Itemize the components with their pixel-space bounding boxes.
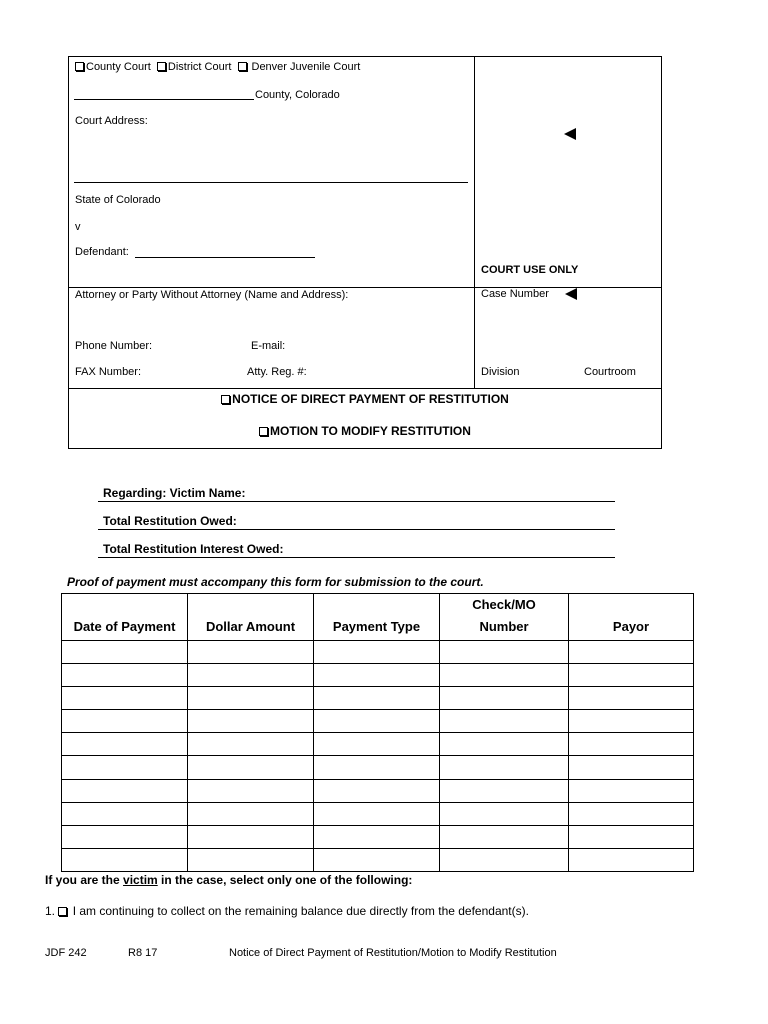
header-check-mo <box>440 594 569 641</box>
defendant-field[interactable] <box>135 257 315 258</box>
table-cell[interactable] <box>314 779 440 802</box>
attorney-label: Attorney or Party Without Attorney (Name and Address): <box>75 289 349 301</box>
court-use-only-label: COURT USE ONLY <box>481 264 579 276</box>
table-cell[interactable] <box>569 710 694 733</box>
payment-table-header <box>62 594 694 641</box>
denver-juvenile-court-checkbox[interactable] <box>238 62 247 71</box>
header-check-line1: Check/MO <box>472 597 536 612</box>
versus-label: v <box>75 221 81 233</box>
table-cell[interactable] <box>62 687 188 710</box>
victim-suffix: in the case, select only one of the following: <box>157 873 413 887</box>
header-amount: Dollar Amount <box>188 594 314 641</box>
table-cell[interactable] <box>314 710 440 733</box>
table-cell[interactable] <box>188 687 314 710</box>
caption-vertical-divider <box>474 56 475 388</box>
table-cell[interactable] <box>569 802 694 825</box>
motion-title-option <box>68 424 662 438</box>
case-number-label: Case Number <box>481 288 549 300</box>
case-caption <box>68 56 662 449</box>
table-row <box>62 687 694 710</box>
table-cell[interactable] <box>188 848 314 871</box>
table-cell[interactable] <box>314 664 440 687</box>
table-cell[interactable] <box>314 733 440 756</box>
table-cell[interactable] <box>440 687 569 710</box>
table-row <box>62 664 694 687</box>
table-cell[interactable] <box>62 802 188 825</box>
proof-note: Proof of payment must accompany this form for submission to the court. <box>67 575 484 589</box>
county-court-checkbox[interactable] <box>75 62 84 71</box>
table-cell[interactable] <box>188 733 314 756</box>
victim-word: victim <box>123 873 158 887</box>
district-court-label: District Court <box>167 61 232 73</box>
courtroom-label: Courtroom <box>584 366 636 378</box>
table-cell[interactable] <box>569 825 694 848</box>
notice-checkbox[interactable] <box>221 395 230 404</box>
motion-checkbox[interactable] <box>259 427 268 436</box>
table-cell[interactable] <box>188 756 314 779</box>
victim-prefix: If you are the <box>45 873 124 887</box>
county-name-field[interactable] <box>74 99 254 100</box>
table-row <box>62 733 694 756</box>
victim-name-field[interactable] <box>98 501 615 502</box>
caption-divider-2 <box>68 388 662 389</box>
arrow-marker-icon <box>564 128 576 140</box>
table-cell[interactable] <box>440 802 569 825</box>
notice-title: NOTICE OF DIRECT PAYMENT OF RESTITUTION <box>232 392 509 406</box>
interest-owed-label: Total Restitution Interest Owed: <box>103 542 284 556</box>
table-cell[interactable] <box>62 664 188 687</box>
table-row <box>62 779 694 802</box>
table-cell[interactable] <box>62 756 188 779</box>
table-row <box>62 641 694 664</box>
court-address-label: Court Address: <box>75 115 148 127</box>
table-cell[interactable] <box>569 687 694 710</box>
header-check-line2: Number <box>479 619 529 634</box>
table-cell[interactable] <box>62 779 188 802</box>
table-row <box>62 802 694 825</box>
table-cell[interactable] <box>440 825 569 848</box>
table-cell[interactable] <box>62 848 188 871</box>
table-cell[interactable] <box>569 664 694 687</box>
case-number-arrow-icon <box>565 288 577 300</box>
court-address-field[interactable] <box>74 182 468 183</box>
total-owed-field[interactable] <box>98 529 615 530</box>
victim-instruction <box>45 873 412 887</box>
table-cell[interactable] <box>440 756 569 779</box>
table-row <box>62 848 694 871</box>
table-cell[interactable] <box>62 733 188 756</box>
header-date: Date of Payment <box>62 594 188 641</box>
county-suffix: County, Colorado <box>255 89 340 101</box>
district-court-checkbox[interactable] <box>157 62 166 71</box>
table-cell[interactable] <box>188 641 314 664</box>
table-cell[interactable] <box>314 802 440 825</box>
table-cell[interactable] <box>62 710 188 733</box>
state-label: State of Colorado <box>75 194 161 206</box>
table-cell[interactable] <box>569 756 694 779</box>
victim-name-label: Regarding: Victim Name: <box>103 486 246 500</box>
footer-form-id: JDF 242 <box>45 947 87 959</box>
table-cell[interactable] <box>569 848 694 871</box>
table-cell[interactable] <box>440 641 569 664</box>
total-owed-label: Total Restitution Owed: <box>103 514 237 528</box>
table-cell[interactable] <box>188 664 314 687</box>
table-cell[interactable] <box>569 779 694 802</box>
header-payor: Payor <box>569 594 694 641</box>
table-cell[interactable] <box>440 710 569 733</box>
table-cell[interactable] <box>440 848 569 871</box>
footer-revision: R8 17 <box>128 947 158 959</box>
table-cell[interactable] <box>440 733 569 756</box>
county-court-label: County Court <box>86 61 151 73</box>
table-cell[interactable] <box>569 641 694 664</box>
header-type: Payment Type <box>314 594 440 641</box>
email-label: E-mail: <box>251 340 286 352</box>
table-cell[interactable] <box>188 779 314 802</box>
table-cell[interactable] <box>188 825 314 848</box>
table-row <box>62 710 694 733</box>
court-type-row <box>75 61 360 73</box>
victim-option-1 <box>45 904 529 918</box>
notice-title-option <box>68 392 662 406</box>
table-cell[interactable] <box>569 733 694 756</box>
payment-table <box>61 593 694 872</box>
table-cell[interactable] <box>314 756 440 779</box>
atty-reg-label: Atty. Reg. #: <box>247 366 307 378</box>
table-row <box>62 825 694 848</box>
motion-title: MOTION TO MODIFY RESTITUTION <box>270 424 471 438</box>
defendant-label: Defendant: <box>75 246 129 258</box>
option-1-text: I am continuing to collect on the remaining balance due directly from the defendant(s). <box>72 904 529 918</box>
table-cell[interactable] <box>314 641 440 664</box>
table-row <box>62 756 694 779</box>
denver-juvenile-court-label: Denver Juvenile Court <box>251 61 361 73</box>
table-cell[interactable] <box>314 825 440 848</box>
table-cell[interactable] <box>188 802 314 825</box>
table-cell[interactable] <box>314 687 440 710</box>
fax-label: FAX Number: <box>75 366 142 378</box>
table-cell[interactable] <box>62 825 188 848</box>
option-1-number: 1. <box>45 904 56 918</box>
phone-label: Phone Number: <box>75 340 153 352</box>
interest-owed-field[interactable] <box>98 557 615 558</box>
option-1-checkbox[interactable] <box>58 907 67 916</box>
table-cell[interactable] <box>440 664 569 687</box>
table-cell[interactable] <box>314 848 440 871</box>
footer-title: Notice of Direct Payment of Restitution/Motion to Modify Restitution <box>229 947 557 959</box>
table-cell[interactable] <box>62 641 188 664</box>
division-label: Division <box>481 366 520 378</box>
table-cell[interactable] <box>188 710 314 733</box>
table-cell[interactable] <box>440 779 569 802</box>
